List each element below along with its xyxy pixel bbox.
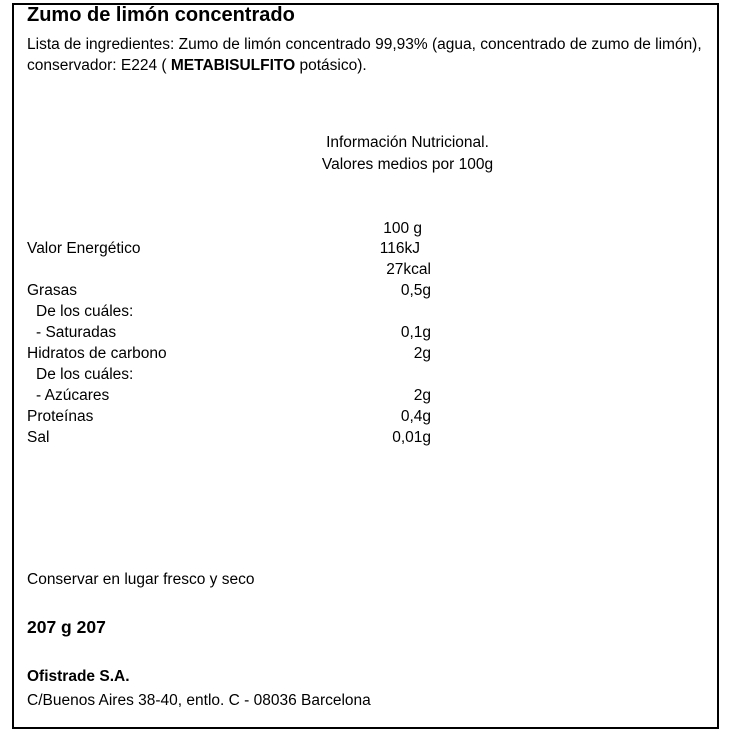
ingredients-prefix: Lista de ingredientes: Zumo de limón concentrado 99,93% (agua, concentrado de zumo de limón), conservador: E224 (: [27, 36, 702, 74]
nutrition-row-value: 2g: [413, 345, 431, 362]
nutrition-row-value: 2g: [413, 387, 431, 404]
nutrition-row-label: De los cuáles:: [36, 303, 134, 320]
storage-instructions: Conservar en lugar fresco y seco: [27, 571, 255, 588]
nutrition-row-value: 0,5g: [400, 282, 431, 299]
allergen-highlight: METABISULFITO: [170, 57, 296, 74]
nutrition-row-value: 0,1g: [400, 324, 431, 341]
product-title: Zumo de limón concentrado: [27, 4, 295, 26]
nutrition-row-value: 0,01g: [392, 429, 431, 446]
nutrition-heading: Información Nutricional.: [326, 134, 489, 151]
company-name: Ofistrade S.A.: [27, 668, 130, 685]
nutrition-row-label: Grasas: [27, 282, 77, 299]
nutrition-subheading: Valores medios por 100g: [321, 156, 494, 173]
company-address: C/Buenos Aires 38-40, entlo. C - 08036 Barcelona: [27, 692, 371, 709]
ingredients-suffix: potásico).: [295, 57, 367, 74]
net-weight: 207 g 207: [27, 617, 106, 637]
nutrition-row-value: 27kcal: [386, 261, 431, 278]
nutrition-row-label: - Saturadas: [36, 324, 117, 341]
nutrition-row-label: - Azúcares: [36, 387, 110, 404]
nutrition-row-value: 116kJ: [379, 240, 420, 257]
ingredients-text: [27, 34, 707, 76]
nutrition-row-value: 0,4g: [400, 408, 431, 425]
nutrition-row-label: Sal: [27, 429, 50, 446]
nutrition-row-label: Valor Energético: [27, 240, 141, 257]
nutrition-column-header: 100 g: [383, 220, 422, 237]
nutrition-row-label: Hidratos de carbono: [27, 345, 167, 362]
nutrition-row-label: Proteínas: [27, 408, 94, 425]
nutrition-row-label: De los cuáles:: [36, 366, 134, 383]
